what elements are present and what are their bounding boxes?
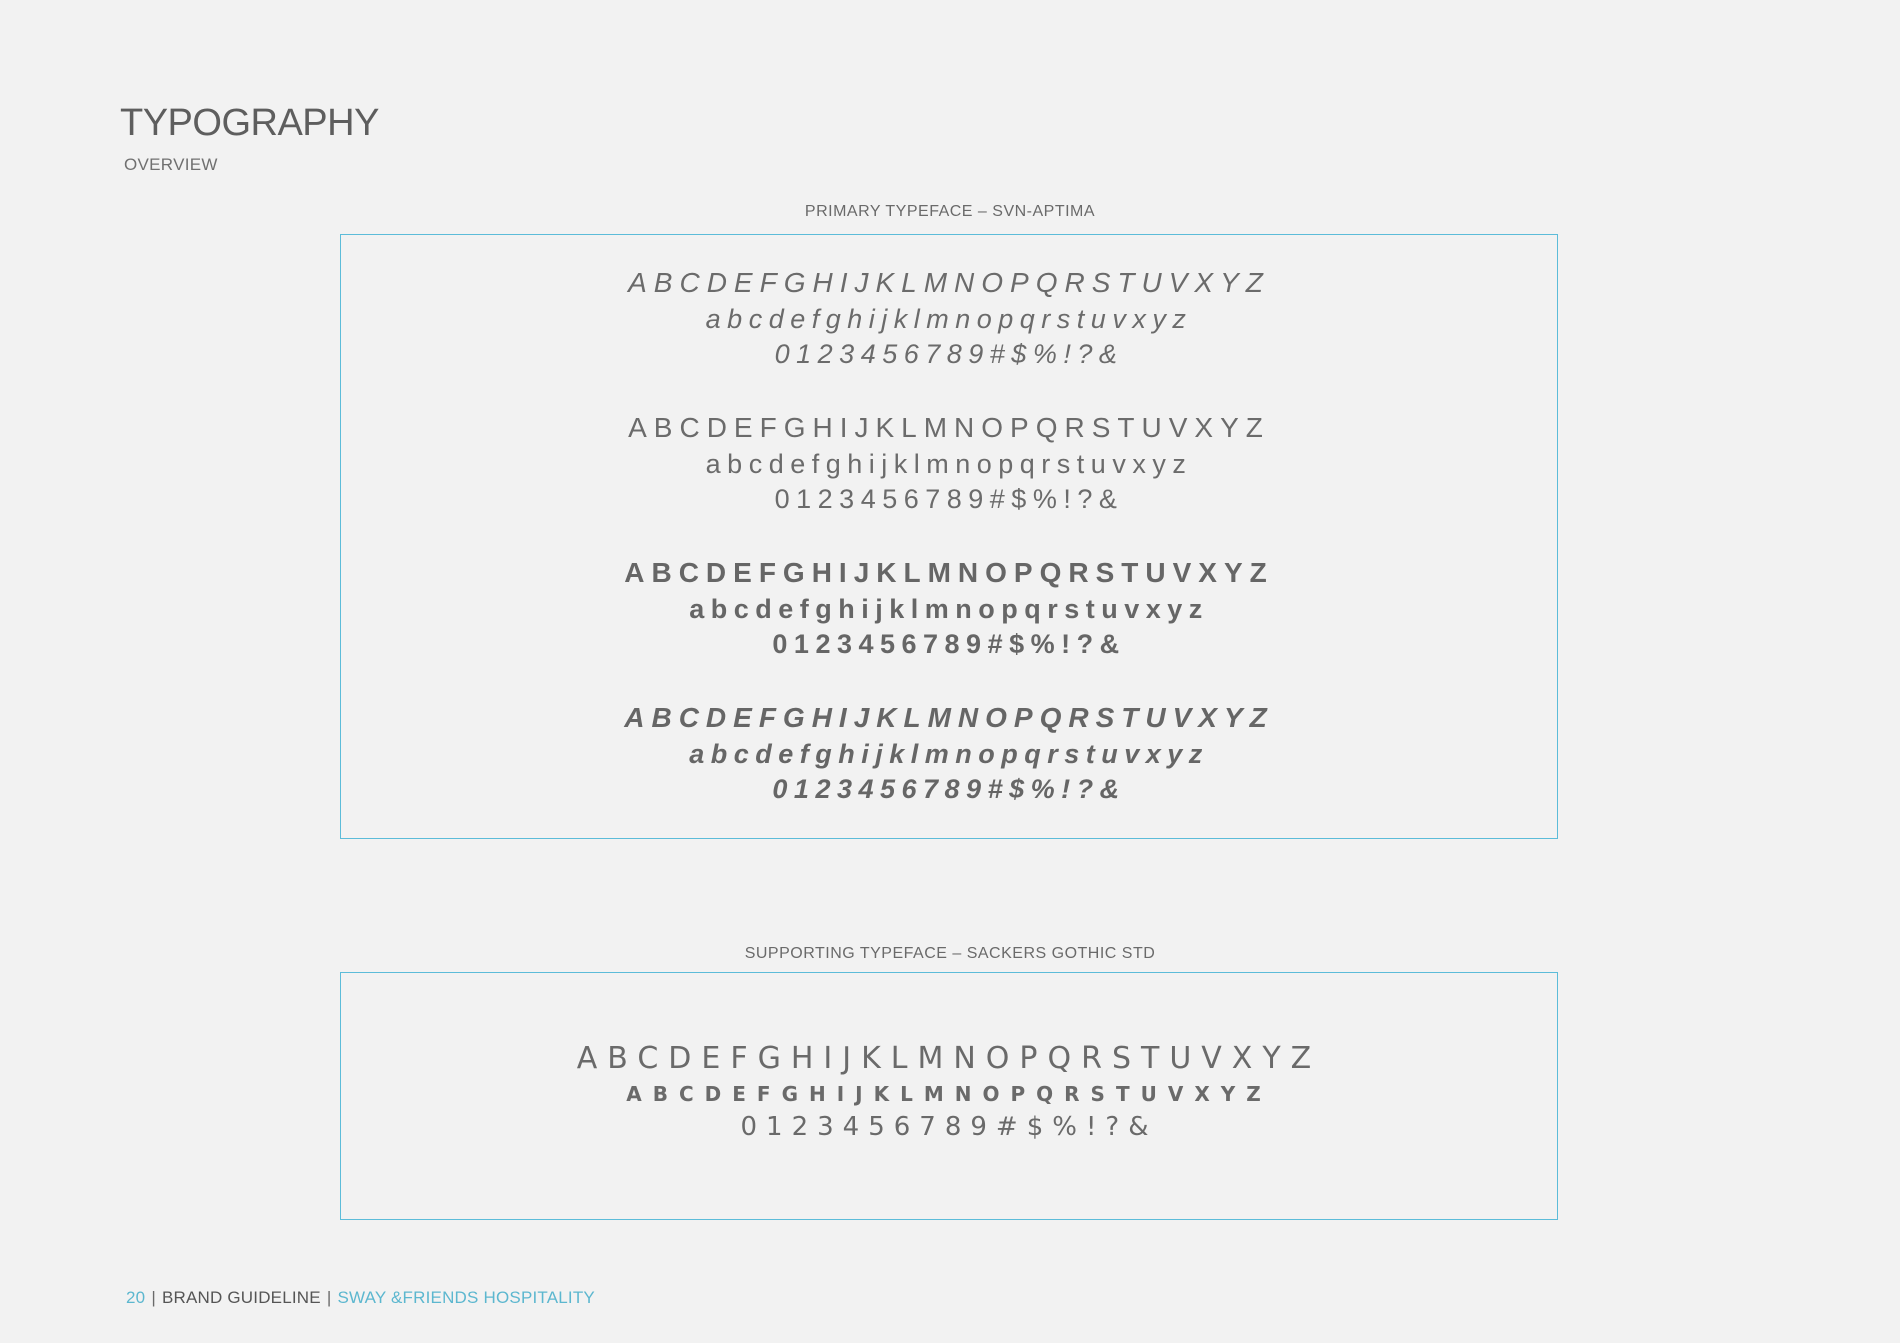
specimen-digits: 0123456789#$%!?& bbox=[774, 484, 1124, 514]
specimen-uppercase: ABCDEFGHIJKLMNOPQRSTUVXYZ bbox=[628, 267, 1270, 298]
specimen-italic bbox=[341, 265, 1557, 371]
specimen-regular bbox=[341, 410, 1557, 516]
page-footer bbox=[126, 1289, 595, 1306]
page-subtitle: OVERVIEW bbox=[124, 155, 218, 174]
brand-name: SWAY &FRIENDS HOSPITALITY bbox=[337, 1288, 595, 1307]
specimen-lowercase: abcdefghijklmnopqrstuvxyz bbox=[705, 449, 1193, 479]
page-number: 20 bbox=[126, 1288, 146, 1307]
supporting-typeface-caption: SUPPORTING TYPEFACE – SACKERS GOTHIC STD bbox=[744, 945, 1156, 962]
specimen-uppercase: ABCDEFGHIJKLMNOPQRSTUVXYZ bbox=[624, 702, 1274, 733]
specimen-small-caps: ABCDEFGHIJKLMNOPQRSTUVXYZ bbox=[626, 1082, 1272, 1106]
specimen-uppercase: ABCDEFGHIJKLMNOPQRSTUVXYZ bbox=[624, 557, 1274, 588]
footer-separator: | bbox=[326, 1288, 332, 1307]
specimen-digits: 0123456789#$%!?& bbox=[772, 629, 1126, 659]
specimen-gothic bbox=[341, 1039, 1557, 1145]
specimen-lowercase: abcdefghijklmnopqrstuvxyz bbox=[705, 304, 1193, 334]
page-title: TYPOGRAPHY bbox=[120, 102, 379, 144]
specimen-bold bbox=[341, 555, 1557, 661]
specimen-bold-italic bbox=[341, 700, 1557, 806]
specimen-digits: 0123456789#$%!?& bbox=[740, 1112, 1158, 1142]
specimen-uppercase: ABCDEFGHIJKLMNOPQRSTUVXYZ bbox=[628, 412, 1270, 443]
specimen-lowercase: abcdefghijklmnopqrstuvxyz bbox=[689, 739, 1209, 769]
specimen-digits: 0123456789#$%!?& bbox=[772, 774, 1126, 804]
footer-separator: | bbox=[151, 1288, 156, 1307]
primary-typeface-specimen-box bbox=[340, 234, 1558, 839]
specimen-uppercase: ABCDEFGHIJKLMNOPQRSTUVXYZ bbox=[576, 1041, 1322, 1076]
specimen-lowercase: abcdefghijklmnopqrstuvxyz bbox=[689, 594, 1209, 624]
primary-typeface-caption: PRIMARY TYPEFACE – SVN-APTIMA bbox=[804, 203, 1096, 220]
specimen-digits: 0123456789#$%!?& bbox=[774, 339, 1124, 369]
document-name: BRAND GUIDELINE bbox=[161, 1288, 321, 1307]
supporting-typeface-specimen-box bbox=[340, 972, 1558, 1220]
